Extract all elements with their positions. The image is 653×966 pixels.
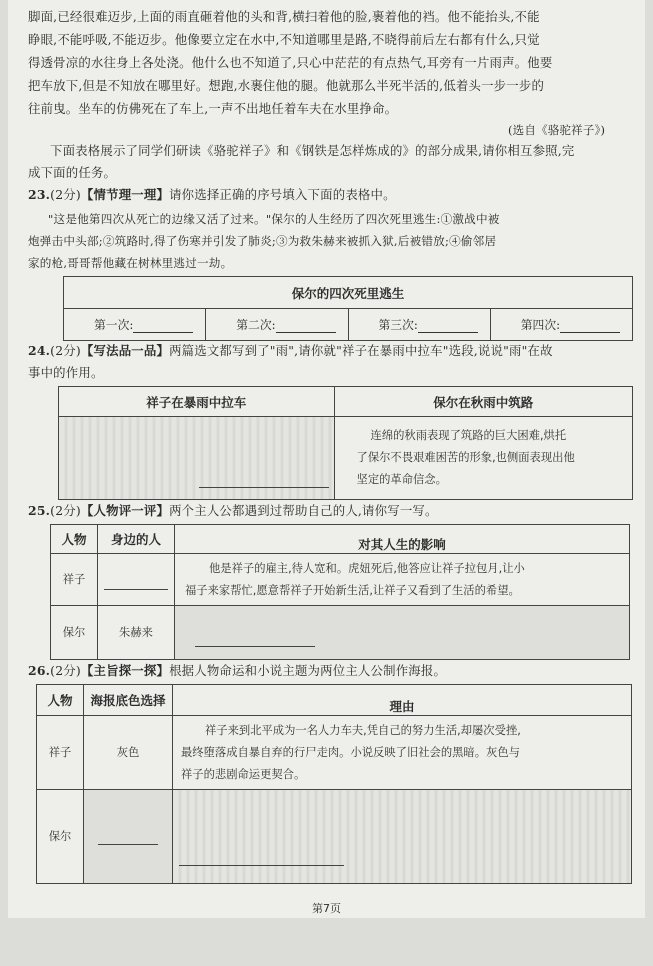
passage-line: 把车放下,但是不知放在哪里好。想跑,水裹住他的腿。他就那么半死半活的,低着头一步一步的 — [28, 78, 545, 93]
q26-reason-paul[interactable] — [173, 790, 632, 884]
q26-header-color: 海报底色选择 — [84, 685, 173, 716]
q26-header-person: 人物 — [37, 685, 84, 716]
q26-reason-xiangzi: 祥子来到北平成为一名人力车夫,凭自己的努力生活,却屡次受挫, 最终堕落成自暴自弃的行尸走肉。小说反映了旧社会的黑暗。灰色与 祥子的悲剧命运更契合。 — [173, 716, 632, 790]
q25-table — [50, 524, 630, 660]
q25-header-person: 人物 — [51, 525, 98, 554]
q25-header-impact: 对其人生的影响 — [175, 525, 630, 554]
q23-cell-1: 第一次: — [64, 309, 206, 341]
q26-prompt: 根据人物命运和小说主题为两位主人公制作海报。 — [169, 663, 447, 678]
q26-number: 26. — [28, 663, 51, 678]
q24-tag: 【写法品一品】 — [80, 343, 170, 358]
passage-line: 脚面,已经很难迈步,上面的雨直砸着他的头和背,横扫着他的脸,裹着他的裆。他不能抬头,不能 — [28, 9, 540, 24]
q23-number: 23. — [28, 187, 51, 202]
answer-blank[interactable] — [276, 320, 336, 333]
q24-col1-header: 祥子在暴雨中拉车 — [59, 387, 335, 417]
q26-color-xiangzi: 灰色 — [84, 716, 173, 790]
q24-answer-paul: 连绵的秋雨表现了筑路的巨大困难,烘托 了保尔不畏艰难困苦的形象,也侧面表现出他 坚定的革命信念。 — [334, 417, 632, 500]
q26-color-paul[interactable] — [84, 790, 173, 884]
answer-line — [195, 645, 315, 647]
q26-heading — [28, 660, 628, 683]
q23-cell-2: 第二次: — [206, 309, 348, 341]
q23-quote-line: 炮弹击中头部;②筑路时,得了伤寒并引发了肺炎;③为救朱赫来被抓入狱,后被错放;④偷邻居 — [28, 234, 497, 248]
q24-prompt-cont: 事中的作用。 — [28, 365, 104, 380]
q24-answer-xiangzi[interactable] — [59, 417, 335, 500]
intro-line: 下面表格展示了同学们研读《骆驼祥子》和《钢铁是怎样炼成的》的部分成果,请你相互参照,完 — [50, 143, 575, 158]
q24-prompt: 两篇选文都写到了"雨",请你就"祥子在暴雨中拉车"选段,说说"雨"在故 — [169, 343, 553, 358]
passage-source: (选自《骆驼祥子》) — [508, 123, 606, 137]
q25-row-person: 祥子 — [51, 554, 98, 606]
q23-prompt: 请你选择正确的序号填入下面的表格中。 — [169, 187, 396, 202]
q25-points: (2分) — [50, 503, 81, 518]
exam-page — [8, 0, 645, 918]
q25-helper-blank[interactable] — [98, 554, 175, 606]
q25-heading — [28, 500, 628, 523]
q26-points: (2分) — [50, 663, 81, 678]
q25-impact-paul[interactable] — [175, 606, 630, 660]
q26-row-person: 祥子 — [37, 716, 84, 790]
q23-table — [63, 276, 633, 341]
answer-blank[interactable] — [418, 320, 478, 333]
q23-quote-line: "这是他第四次从死亡的边缘又活了过来。"保尔的人生经历了四次死里逃生:①激战中被 — [48, 212, 500, 226]
q23-points: (2分) — [50, 187, 81, 202]
passage-line: 睁眼,不能呼吸,不能迈步。他像要立定在水中,不知道哪里是路,不晓得前后左右都有什么,只觉 — [28, 32, 540, 47]
q26-table — [36, 684, 632, 884]
answer-line — [199, 486, 329, 488]
intro-line: 成下面的任务。 — [28, 165, 117, 180]
q25-number: 25. — [28, 503, 51, 518]
q25-prompt: 两个主人公都遇到过帮助自己的人,请你写一写。 — [169, 503, 438, 518]
q23-tag: 【情节理一理】 — [80, 187, 170, 202]
q26-header-reason: 理由 — [173, 685, 632, 716]
q23-quote-line: 家的枪,哥哥帮他藏在树林里逃过一劫。 — [28, 256, 233, 270]
passage-line: 往前曳。坐车的仿佛死在了车上,一声不出地任着车夫在水里挣命。 — [28, 101, 398, 116]
q23-heading — [28, 184, 628, 207]
q26-row-person: 保尔 — [37, 790, 84, 884]
q25-row-person: 保尔 — [51, 606, 98, 660]
q25-header-helper: 身边的人 — [98, 525, 175, 554]
answer-blank[interactable] — [133, 320, 193, 333]
q25-impact-xiangzi: 他是祥子的雇主,待人宽和。虎妞死后,他答应让祥子拉包月,让小 福子来家帮忙,愿意帮祥子开始新生活,让祥子又看到了生活的希望。 — [175, 554, 630, 606]
q23-table-title: 保尔的四次死里逃生 — [64, 277, 633, 309]
passage-line: 得透骨凉的水往身上各处浇。他什么也不知道了,只心中茫茫的有点热气,耳旁有一片雨声。他要 — [28, 55, 553, 70]
q24-heading — [28, 340, 638, 363]
q24-col2-header: 保尔在秋雨中筑路 — [334, 387, 632, 417]
q24-number: 24. — [28, 343, 51, 358]
q25-tag: 【人物评一评】 — [80, 503, 170, 518]
answer-line — [179, 864, 344, 866]
q23-cell-3: 第三次: — [348, 309, 490, 341]
answer-line — [98, 843, 158, 845]
answer-blank[interactable] — [560, 320, 620, 333]
page-number: 第7页 — [312, 902, 341, 915]
q24-points: (2分) — [50, 343, 81, 358]
q26-tag: 【主旨探一探】 — [80, 663, 170, 678]
q25-helper: 朱赫来 — [98, 606, 175, 660]
q24-table — [58, 386, 633, 500]
q23-cell-4: 第四次: — [490, 309, 632, 341]
